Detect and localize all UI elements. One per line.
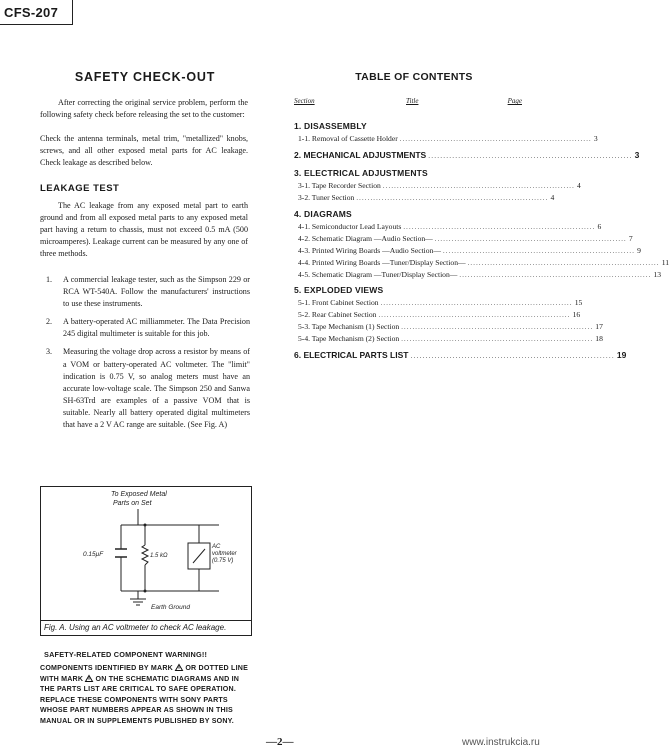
figure-top-label-2: Parts on Set — [113, 500, 152, 507]
toc-column-headers — [294, 97, 524, 107]
leader-dots: .................................................................... — [434, 236, 627, 243]
list-item-number: 1. — [46, 275, 53, 284]
junction-dot — [144, 524, 147, 527]
toc-row — [298, 321, 603, 332]
leader-dots: .................................................................... — [403, 224, 596, 231]
toc-row — [298, 309, 581, 320]
list-item-text: A battery-operated AC milliammeter. The Data Precision 245 digital multimeter is suitable for this job. — [63, 317, 250, 339]
toc-section-electrical: 3. ELECTRICAL ADJUSTMENTS — [294, 168, 428, 178]
toc-entry-title: 5-3. Tape Mechanism (1) Section — [298, 322, 400, 331]
toc-entry-page: 17 — [595, 322, 603, 331]
junction-dot — [144, 590, 147, 593]
leader-dots: .................................................................... — [356, 195, 549, 202]
resistor-symbol — [142, 545, 148, 565]
toc-section-disassembly: 1. DISASSEMBLY — [294, 121, 367, 131]
ground-label: Earth Ground — [151, 604, 191, 611]
toc-entry-page: 4 — [576, 181, 581, 190]
toc-row — [298, 269, 662, 280]
toc-entry-page: 6 — [597, 222, 602, 231]
warning-triangle-icon — [85, 675, 93, 682]
leader-dots: .................................................................... — [459, 272, 652, 279]
list-item — [40, 346, 250, 431]
warning-text-3: ON THE SCHEMATIC DIAGRAMS AND IN THE PARTS LIST ARE CRITICAL TO SAFE OPERATION. REPLACE THESE COMPONENTS WITH SONY PARTS WHOSE PART NUMBERS APPEAR AS SHOWN IN THIS MANUAL OR IN SUPPLEMENTS PUBLISHED BY SONY. — [40, 674, 240, 725]
circuit-diagram — [41, 487, 251, 621]
leakage-methods-list — [40, 274, 250, 437]
toc-entry-page: 16 — [572, 310, 581, 319]
toc-section-title: 2. MECHANICAL ADJUSTMENTS — [294, 150, 427, 160]
toc-entry-page: 3 — [634, 150, 640, 160]
toc-row — [298, 221, 602, 232]
toc-row — [298, 233, 633, 244]
toc-section-mechanical — [294, 150, 640, 161]
toc-header-section: Section — [294, 97, 315, 105]
toc-entry-page: 15 — [574, 298, 583, 307]
toc-header-page: Page — [507, 97, 522, 105]
toc-entry-title: 3-1. Tape Recorder Section — [298, 181, 381, 190]
warning-body — [40, 663, 252, 727]
list-item-text: A commercial leakage tester, such as the Simpson 229 or RCA WT-540A. Follow the manufacturers' instructions to use these instruments. — [63, 275, 250, 309]
toc-section-title: 6. ELECTRICAL PARTS LIST — [294, 350, 409, 360]
warning-text-1: COMPONENTS IDENTIFIED BY MARK — [40, 664, 173, 672]
toc-section-diagrams: 4. DIAGRAMS — [294, 209, 352, 219]
toc-entry-page: 4 — [550, 193, 555, 202]
model-number: CFS-207 — [4, 5, 59, 20]
figure-top-label-1: To Exposed Metal — [111, 491, 167, 498]
leakage-test-heading: LEAKAGE TEST — [40, 183, 120, 194]
toc-row — [298, 245, 641, 256]
toc-entry-title: 5-4. Tape Mechanism (2) Section — [298, 334, 400, 343]
toc-row — [298, 297, 583, 308]
warning-triangle-icon — [175, 664, 183, 671]
toc-section-parts-list — [294, 350, 627, 361]
toc-entry-title: 4-1. Semiconductor Lead Layouts — [298, 222, 402, 231]
toc-entry-title: 4-2. Schematic Diagram —Audio Section— — [298, 234, 433, 243]
safety-title: SAFETY CHECK-OUT — [74, 70, 216, 84]
list-item-number: 3. — [46, 347, 53, 357]
toc-entry-page: 19 — [616, 350, 627, 360]
safety-intro-paragraph: After correcting the original service problem, perform the following safety check before releasing the set to the customer: — [40, 98, 248, 120]
toc-entry-title: 5-1. Front Cabinet Section — [298, 298, 379, 307]
leader-dots: .................................................................... — [442, 248, 636, 255]
toc-entry-page: 7 — [628, 234, 633, 243]
toc-title: TABLE OF CONTENTS — [355, 71, 473, 83]
safety-check-paragraph: Check the antenna terminals, metal trim, "metallized" knobs, screws, and all other exposed metal parts for AC leakage. Check leakage as described below. — [40, 134, 248, 168]
meter-label-3: (0.75 V) — [212, 558, 234, 564]
leader-dots: .................................................................... — [410, 353, 615, 360]
toc-row — [298, 333, 603, 344]
warning-text-2: OR DOTTED LINE WITH MARK — [40, 664, 249, 683]
figure-caption: Fig. A. Using an AC voltmeter to check AC leakage. — [41, 620, 252, 635]
meter-label-1: AC — [212, 544, 221, 550]
toc-entry-title: 4-5. Schematic Diagram —Tuner/Display Section— — [298, 270, 458, 279]
resistor-label: 1.5 kΩ — [150, 553, 168, 559]
toc-entry-page: 3 — [593, 134, 598, 143]
leader-dots: .................................................................... — [378, 312, 571, 319]
toc-entry-page: 9 — [637, 246, 641, 255]
meter-label-2: voltmeter — [212, 551, 237, 557]
toc-row — [298, 180, 581, 191]
toc-section-exploded-views: 5. EXPLODED VIEWS — [294, 285, 384, 295]
toc-entry-page: 11 — [661, 258, 669, 267]
model-box — [0, 0, 73, 25]
list-item — [40, 274, 250, 310]
toc-entry-title: 5-2. Rear Cabinet Section — [298, 310, 377, 319]
figure-a-circuit — [40, 486, 252, 636]
warning-title: SAFETY-RELATED COMPONENT WARNING!! — [44, 650, 208, 659]
leader-dots: .................................................................... — [401, 324, 594, 331]
leader-dots: .................................................................... — [428, 153, 633, 160]
toc-entry-title: 4-4. Printed Wiring Boards —Tuner/Display Section— — [298, 258, 466, 267]
leader-dots: .................................................................... — [401, 336, 594, 343]
leakage-test-paragraph: The AC leakage from any exposed metal part to earth ground and from all exposed metal parts to any exposed metal part having a return to chassis, must not exceed 0.5 mA (500 microamperes). Leakage current can be measured by any one of three methods. — [40, 201, 248, 259]
leader-dots: .................................................................... — [380, 300, 573, 307]
toc-entry-page: 18 — [595, 334, 603, 343]
toc-row — [298, 257, 669, 268]
toc-entry-page: 13 — [653, 270, 662, 279]
page-number: —2— — [266, 736, 294, 748]
list-item-text: Measuring the voltage drop across a resistor by means of a VOM or battery-operated AC voltmeter. The "limit" indication is 0.75 V, so analog meters must have an accurate low-voltage scale. The Simpson 250 and Sanwa SH-63Trd are examples of a passive VOM that is suitable. Nearly all battery operated digital multimeters that have a 2 V AC range are suitable. (See Fig. A) — [63, 347, 250, 430]
toc-header-title: Title — [406, 97, 419, 105]
capacitor-label: 0.15μF — [83, 551, 104, 558]
watermark: www.instrukcia.ru — [462, 737, 540, 748]
leader-dots: .................................................................... — [399, 136, 592, 143]
toc-entry-title: 4-3. Printed Wiring Boards —Audio Section— — [298, 246, 441, 255]
leader-dots: .................................................................... — [382, 183, 575, 190]
toc-entry-title: 3-2. Tuner Section — [298, 193, 355, 202]
toc-row — [298, 133, 598, 144]
toc-entry-title: 1-1. Removal of Cassette Holder — [298, 134, 398, 143]
list-item — [40, 316, 250, 340]
list-item-number: 2. — [46, 317, 53, 327]
leader-dots: .................................................................... — [467, 260, 660, 267]
toc-row — [298, 192, 555, 203]
